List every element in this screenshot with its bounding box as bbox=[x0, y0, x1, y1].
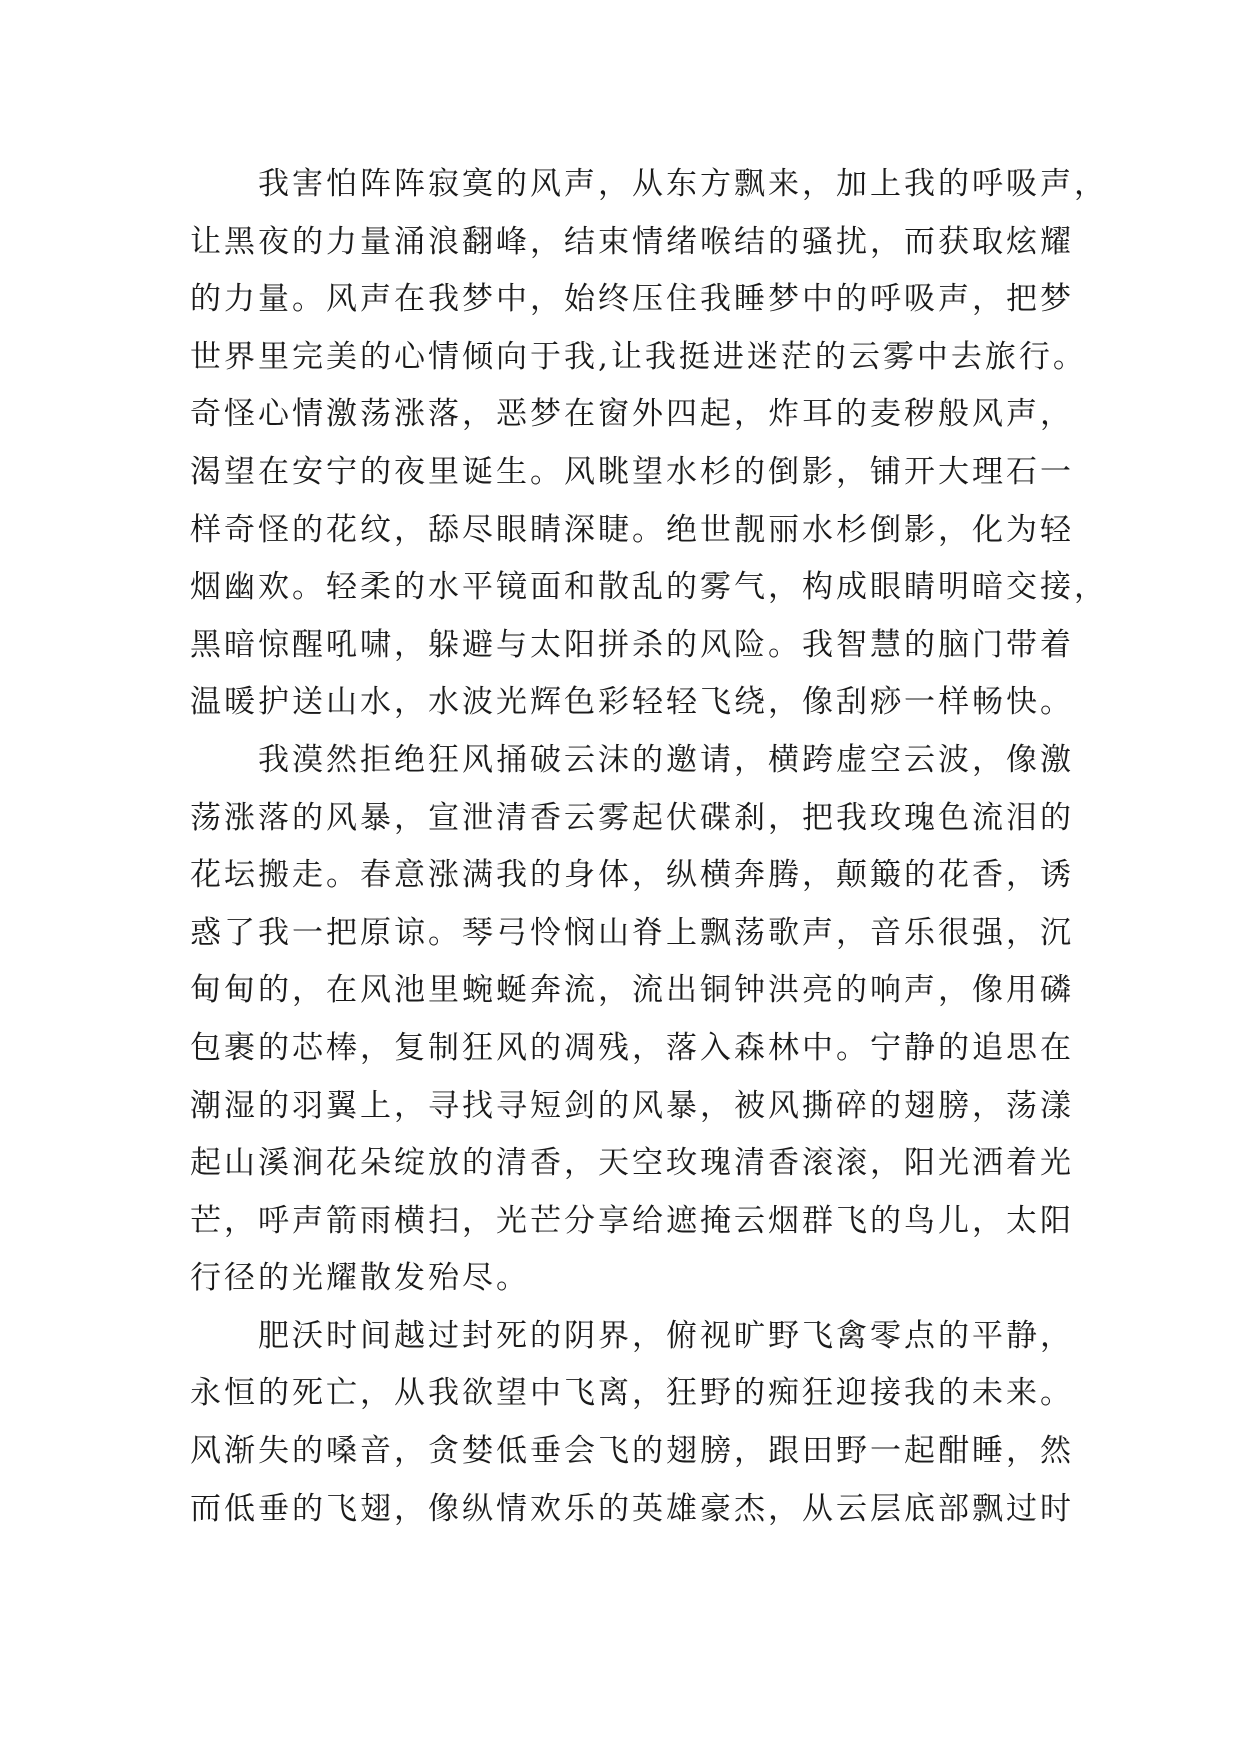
text-line: 行径的光耀散发殆尽。 bbox=[190, 1260, 530, 1297]
text-line: 花坛搬走。春意涨满我的身体，纵横奔腾，颠簸的花香，诱 bbox=[190, 857, 1074, 894]
text-line: 烟幽欢。轻柔的水平镜面和散乱的雾气，构成眼睛明暗交接， bbox=[190, 569, 1108, 606]
text-line: 黑暗惊醒吼啸，躲避与太阳拼杀的风险。我智慧的脑门带着 bbox=[190, 626, 1074, 663]
text-line: 样奇怪的花纹，舔尽眼睛深睫。绝世靓丽水杉倒影，化为轻 bbox=[190, 511, 1074, 548]
text-line: 我漠然拒绝狂风捅破云沫的邀请，横跨虚空云波，像激 bbox=[258, 741, 1074, 778]
paragraph-3 bbox=[190, 1308, 1074, 1538]
paragraph-1 bbox=[190, 156, 1108, 732]
text-line: 温暖护送山水，水波光辉色彩轻轻飞绕，像刮痧一样畅快。 bbox=[190, 684, 1074, 721]
body-text bbox=[190, 156, 1108, 1538]
text-line: 芒，呼声箭雨横扫，光芒分享给遮掩云烟群飞的鸟儿，太阳 bbox=[190, 1202, 1074, 1239]
text-line: 肥沃时间越过封死的阴界，俯视旷野飞禽零点的平静， bbox=[258, 1317, 1074, 1354]
text-line: 起山溪涧花朵绽放的清香，天空玫瑰清香滚滚，阳光洒着光 bbox=[190, 1145, 1074, 1182]
text-line: 惑了我一把原谅。琴弓怜悯山脊上飘荡歌声，音乐很强，沉 bbox=[190, 914, 1074, 951]
text-line: 奇怪心情激荡涨落，恶梦在窗外四起，炸耳的麦秽般风声， bbox=[190, 396, 1074, 433]
text-line: 世界里完美的心情倾向于我,让我挺进迷茫的云雾中去旅行。 bbox=[190, 338, 1087, 375]
text-line: 潮湿的羽翼上，寻找寻短剑的风暴，被风撕碎的翅膀，荡漾 bbox=[190, 1087, 1074, 1124]
text-line: 渴望在安宁的夜里诞生。风眺望水杉的倒影，铺开大理石一 bbox=[190, 453, 1074, 490]
text-line: 而低垂的飞翅，像纵情欢乐的英雄豪杰，从云层底部飘过时 bbox=[190, 1490, 1074, 1527]
text-line: 永恒的死亡，从我欲望中飞离，狂野的痴狂迎接我的未来。 bbox=[190, 1375, 1074, 1412]
text-line: 包裹的芯棒，复制狂风的凋残，落入森林中。宁静的追思在 bbox=[190, 1029, 1074, 1066]
text-line: 我害怕阵阵寂寞的风声，从东方飘来，加上我的呼吸声， bbox=[258, 166, 1108, 202]
text-line: 的力量。风声在我梦中，始终压住我睡梦中的呼吸声，把梦 bbox=[190, 281, 1074, 318]
text-line: 风渐失的嗓音，贪婪低垂会飞的翅膀，跟田野一起酣睡，然 bbox=[190, 1433, 1074, 1470]
text-line: 荡涨落的风暴，宣泄清香云雾起伏碟刹，把我玫瑰色流泪的 bbox=[190, 799, 1074, 836]
text-line: 甸甸的，在风池里蜿蜒奔流，流出铜钟洪亮的响声，像用磷 bbox=[190, 972, 1074, 1009]
paragraph-2 bbox=[190, 732, 1074, 1308]
text-line: 让黑夜的力量涌浪翻峰，结束情绪喉结的骚扰，而获取炫耀 bbox=[190, 223, 1074, 260]
